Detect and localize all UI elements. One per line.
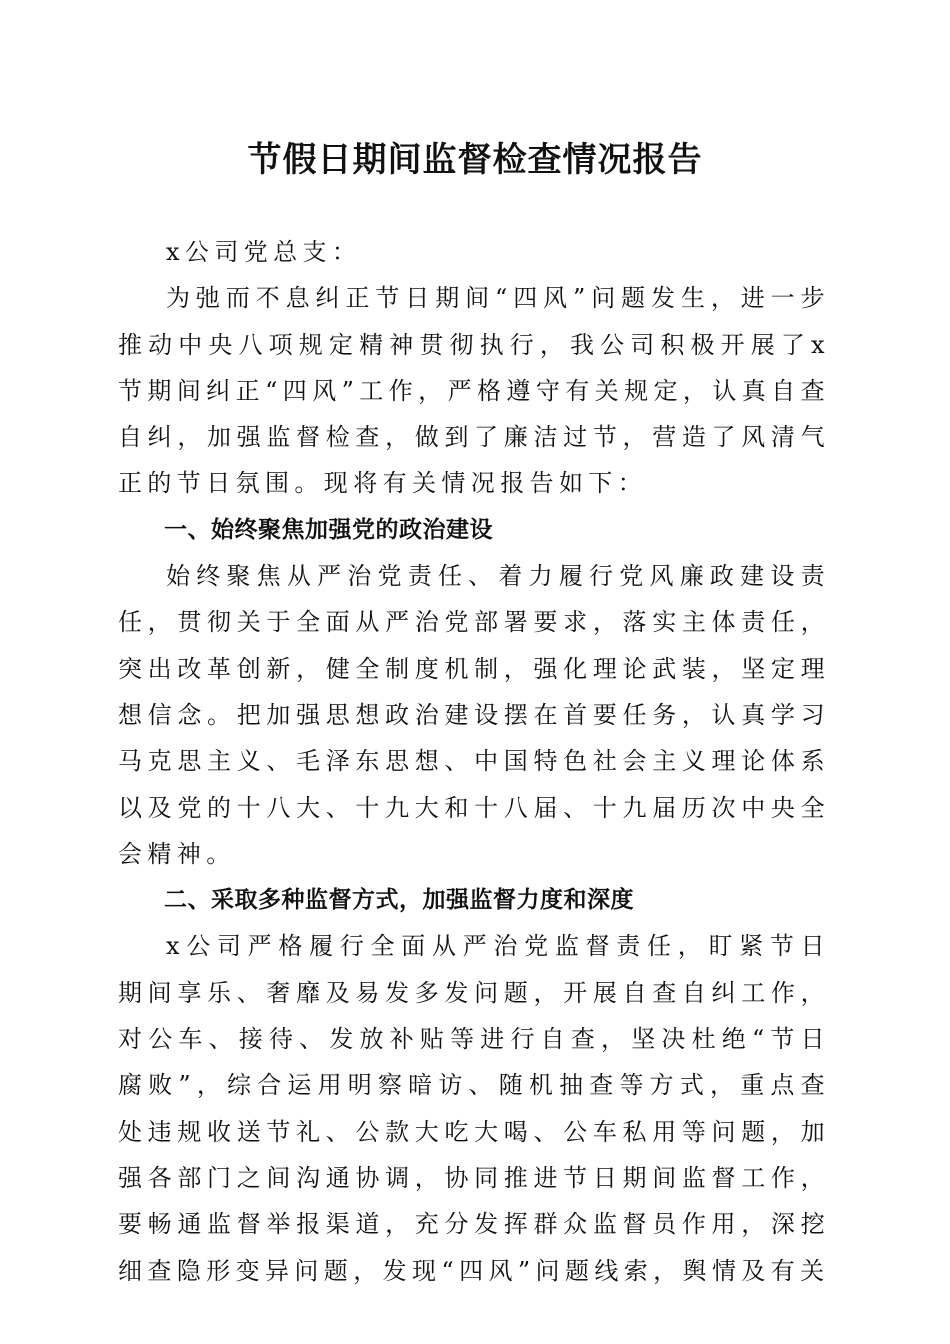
- document-title: 节假日期间监督检查情况报告: [247, 140, 703, 180]
- intro-paragraph: 为弛而不息纠正节日期间“四风”问题发生，进一步推动中央八项规定精神贯彻执行，我公司积极开展了x节期间纠正“四风”工作，严格遵守有关规定，认真自查自纠，加强监督检查，做到了廉洁过节，营造了风清气正的节日氛围。现将有关情况报告如下：: [118, 284, 830, 498]
- section-1-heading: 一、始终聚焦加强党的政治建设: [164, 516, 493, 543]
- section-2-paragraph: x公司严格履行全面从严治党监督责任，盯紧节日期间享乐、奢靡及易发多发问题，开展自查自纠工作，对公车、接待、发放补贴等进行自查，坚决杜绝“节日腐败”，综合运用明察暗访、随机抽查等方式，重点查处违规收送节礼、公款大吃大喝、公车私用等问题，加强各部门之间沟通协调，协同推进节日期间监督工作，要畅通监督举报渠道，充分发挥群众监督员作用，深挖细查隐形变异问题，发现“四风”问题线索，舆情及有关: [118, 932, 830, 1285]
- salutation: x公司党总支：: [166, 238, 362, 266]
- section-1-paragraph: 始终聚焦从严治党责任、着力履行党风廉政建设责任，贯彻关于全面从严治党部署要求，落实主体责任，突出改革创新，健全制度机制，强化理论武装，坚定理想信念。把加强思想政治建设摆在首要任务，认真学习马克思主义、毛泽东思想、中国特色社会主义理论体系以及党的十八大、十九大和十八届、十九届历次中央全会精神。: [118, 562, 830, 868]
- section-2-heading: 二、采取多种监督方式，加强监督力度和深度: [164, 887, 634, 914]
- document-body: [118, 229, 830, 1294]
